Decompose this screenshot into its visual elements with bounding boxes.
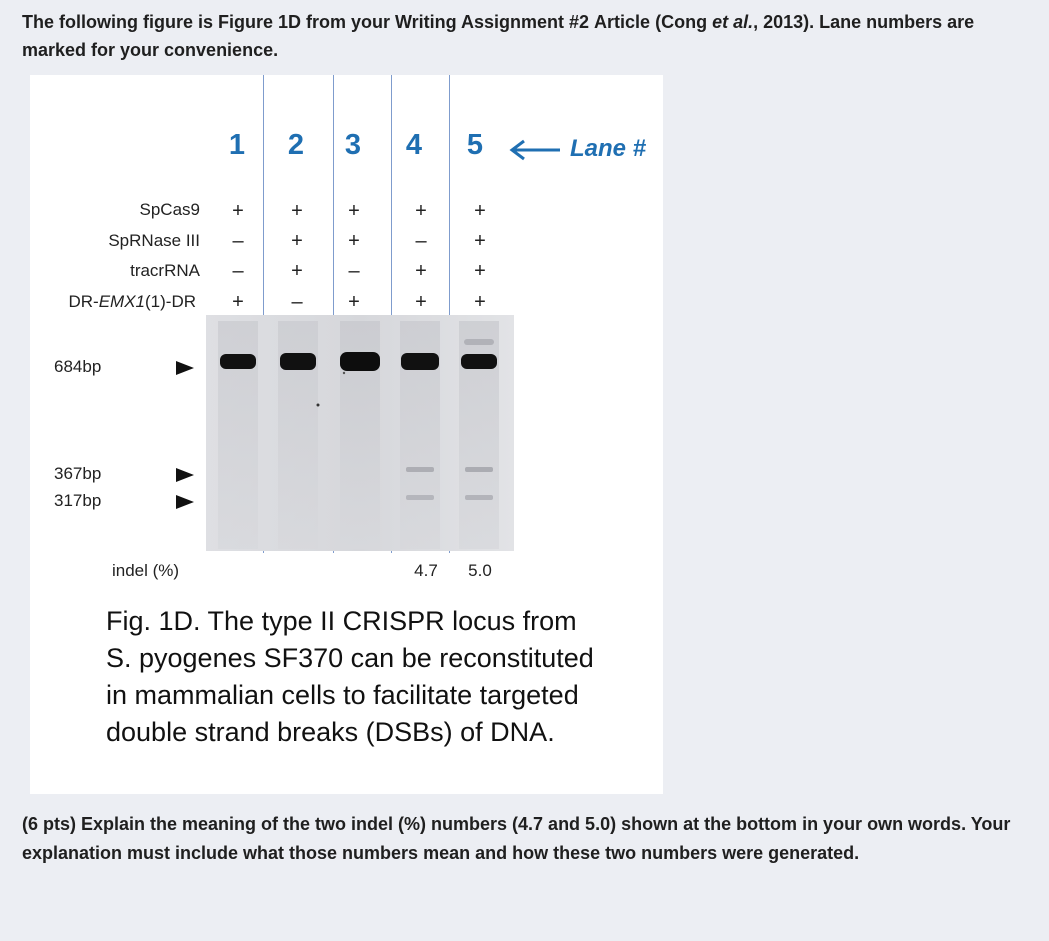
band-684-lane4 [401,353,439,370]
sign-cell: + [291,200,303,222]
sign-cell: – [232,230,244,252]
figure-caption: Fig. 1D. The type II CRISPR locus from S. pyogenes SF370 can be reconstituted in mammalian cells to facilitate targeted double strand breaks (DSBs) of DNA. [106,606,594,747]
question-emphasis: in your own words [802,814,962,834]
sign-cell: – [415,230,427,252]
sign-cell: + [291,230,303,252]
question-part1: Explain the meaning of the two indel (%) numbers (4.7 and 5.0) shown at the bottom [76,814,803,834]
row-label-tracrrna: tracrRNA [130,261,200,280]
intro-text [22,8,1042,64]
indel-value-lane5: 5.0 [468,561,492,580]
sign-cell: + [415,291,427,313]
row-label-dr-emx1 [28,292,196,312]
indel-label: indel (%) [112,561,180,580]
row-label-sprnase: SpRNase III [108,231,200,250]
dr-emx1: EMX1 [98,292,145,311]
size-label-317: 317bp [54,491,102,510]
question-points: (6 pts) [22,814,76,834]
band-684-lane3 [340,352,380,371]
sign-cell: + [291,260,303,282]
gel-bands [206,315,514,551]
lane-tag: Lane # [570,135,647,162]
intro-article-word: Article [594,12,651,32]
question-text [22,810,1032,868]
sign-cell: + [474,230,486,252]
figure-1d [30,75,663,794]
sign-cell: + [232,200,244,222]
size-label-684: 684bp [54,357,102,376]
sign-cell: + [415,200,427,222]
left-arrow-icon [508,138,562,162]
intro-etal: et al. [712,12,754,32]
sign-cell: + [474,291,486,313]
marker-arrow-icon [175,360,195,376]
intro-part3: , 2013). Lane numbers are marked for your convenience. [22,12,975,60]
sign-cell: – [348,260,360,282]
lane-number-1: 1 [228,129,246,161]
sign-cell: – [291,291,303,313]
question-part2: . Your explanation must include what those numbers mean and how these two numbers were generated. [22,814,1011,863]
gel-image [206,315,514,551]
lane-number-2: 2 [287,129,305,161]
sign-cell: – [232,260,244,282]
indel-value-lane4: 4.7 [414,561,438,580]
lane-number-3: 3 [344,129,362,161]
sign-cell: + [348,230,360,252]
sign-cell: + [232,291,244,313]
marker-arrow-icon [175,494,195,510]
sign-cell: + [348,291,360,313]
marker-arrow-icon [175,467,195,483]
size-label-367: 367bp [54,464,102,483]
lane-number-4: 4 [405,129,423,161]
dr-prefix: DR- [68,292,99,311]
dr-suffix: (1)-DR [145,292,196,311]
intro-part1: The following figure is Figure 1D from your Writing Assignment #2 [22,12,595,32]
sign-cell: + [415,260,427,282]
row-label-spcas9: SpCas9 [139,200,200,219]
sign-cell: + [348,200,360,222]
band-684-lane5 [461,354,497,369]
lane-number-5: 5 [466,129,484,161]
intro-part2: (Cong [650,12,713,32]
sign-cell: + [474,260,486,282]
band-684-lane1 [220,354,256,369]
band-684-lane2 [280,353,316,370]
sign-cell: + [474,200,486,222]
